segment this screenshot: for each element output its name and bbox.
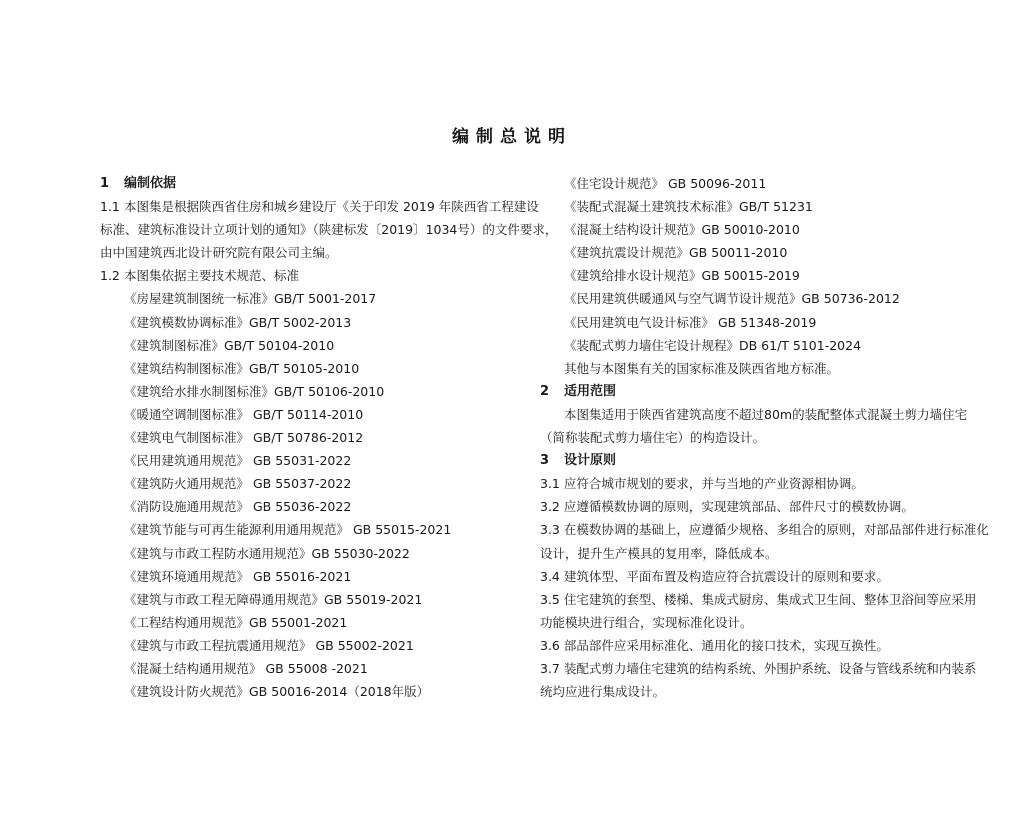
- page-title: 编制总说明: [452, 127, 572, 147]
- para-3-1: 3.1 应符合城市规划的要求，并与当地的产业资源相协调。: [540, 476, 864, 492]
- para-3-3-line-2: 设计，提升生产模具的复用率，降低成本。: [540, 545, 778, 561]
- section-title: 设计原则: [564, 453, 617, 469]
- para-1-2: 1.2 本图集依据主要技术规范、标准: [100, 264, 500, 287]
- standard-item: 《建筑节能与可再生能源利用通用规范》 GB 55015-2021: [124, 522, 452, 538]
- standard-item: 《建筑结构制图标准》GB/T 50105-2010: [124, 360, 360, 376]
- section-number: 2: [540, 383, 550, 399]
- standard-item: 《建筑环境通用规范》 GB 55016-2021: [124, 568, 352, 584]
- para-3-4: 3.4 建筑体型、平面布置及构造应符合抗震设计的原则和要求。: [540, 568, 889, 584]
- standard-item: 《工程结构通用规范》GB 55001-2021: [124, 614, 348, 630]
- standard-item: 《混凝土结构设计规范》GB 50010-2010: [564, 222, 800, 238]
- para-3-7-line-1: 3.7 装配式剪力墙住宅建筑的结构系统、外围护系统、设备与管线系统和内装系: [540, 660, 977, 676]
- para-1-1-line-3: 由中国建筑西北设计研究院有限公司主编。: [100, 245, 338, 261]
- standard-item: 《房屋建筑制图统一标准》GB/T 5001-2017: [124, 291, 377, 307]
- standard-item: 《消防设施通用规范》 GB 55036-2022: [124, 499, 352, 515]
- section-title: 编制依据: [124, 176, 177, 191]
- section-3-heading: [540, 449, 940, 472]
- standard-item: 《建筑电气制图标准》 GB/T 50786-2012: [124, 430, 364, 446]
- para-3-5-line-2: 功能模块进行组合，实现标准化设计。: [540, 614, 753, 630]
- section-number: 3: [540, 453, 550, 469]
- standard-item: 《建筑与市政工程无障碍通用规范》GB 55019-2021: [124, 591, 423, 607]
- para-3-7-line-2: 统均应进行集成设计。: [540, 684, 666, 700]
- standard-item: 《建筑与市政工程抗震通用规范》 GB 55002-2021: [124, 637, 414, 653]
- section-2-heading: [540, 380, 940, 403]
- section-title: 适用范围: [564, 383, 617, 399]
- section-1-heading: [100, 172, 500, 195]
- section-number: 1: [100, 176, 110, 191]
- standard-item: 《装配式剪力墙住宅设计规程》DB 61/T 5101-2024: [564, 337, 862, 353]
- standard-item: 《建筑给排水设计规范》GB 50015-2019: [564, 268, 800, 284]
- para-3-3-line-1: 3.3 在模数协调的基础上，应遵循少规格、多组合的原则，对部品部件进行标准化: [540, 522, 989, 538]
- standard-item: 《民用建筑电气设计标准》 GB 51348-2019: [564, 314, 817, 330]
- standard-item: 《建筑制图标准》GB/T 50104-2010: [124, 337, 335, 353]
- para-3-2: 3.2 应遵循模数协调的原则，实现建筑部品、部件尺寸的模数协调。: [540, 499, 914, 515]
- para-number: 1.2: [100, 268, 120, 284]
- section-2-line-2: （简称装配式剪力墙住宅）的构造设计。: [540, 430, 766, 446]
- standard-item: 《暖通空调制图标准》 GB/T 50114-2010: [124, 406, 364, 422]
- para-3-5-line-1: 3.5 住宅建筑的套型、楼梯、集成式厨房、集成式卫生间、整体卫浴间等应采用: [540, 591, 977, 607]
- left-column: [100, 172, 558, 703]
- para-3-6: 3.6 部品部件应采用标准化、通用化的接口技术，实现互换性。: [540, 637, 889, 653]
- standard-item: 《装配式混凝土建筑技术标准》GB/T 51231: [564, 199, 813, 215]
- standard-item: 《建筑设计防火规范》GB 50016-2014（2018年版）: [124, 684, 430, 700]
- standard-item: 《建筑给水排水制图标准》GB/T 50106-2010: [124, 383, 385, 399]
- para-number: 1.1: [100, 199, 120, 215]
- standard-item: 《建筑与市政工程防水通用规范》GB 55030-2022: [124, 545, 410, 561]
- standard-item: 《民用建筑通用规范》 GB 55031-2022: [124, 453, 352, 469]
- other-standards-note: 其他与本图集有关的国家标准及陕西省地方标准。: [564, 360, 840, 376]
- standard-item: 《民用建筑供暖通风与空气调节设计规范》GB 50736-2012: [564, 291, 900, 307]
- standard-item: 《建筑防火通用规范》 GB 55037-2022: [124, 476, 352, 492]
- standard-item: 《建筑抗震设计规范》GB 50011-2010: [564, 245, 788, 261]
- standard-item: 《混凝土结构通用规范》 GB 55008 -2021: [124, 660, 368, 676]
- right-column: [540, 172, 989, 703]
- para-1-1-line-2: 标准、建筑标准设计立项计划的通知》（陕建标发〔2019〕1034号）的文件要求，: [100, 222, 558, 238]
- standard-item: 《建筑模数协调标准》GB/T 5002-2013: [124, 314, 352, 330]
- para-1-1-line-1: 1.1 本图集是根据陕西省住房和城乡建设厅《关于印发 2019 年陕西省工程建设: [100, 195, 500, 218]
- standard-item: 《住宅设计规范》 GB 50096-2011: [564, 176, 767, 191]
- section-2-line-1: 本图集适用于陕西省建筑高度不超过80m的装配整体式混凝土剪力墙住宅: [564, 406, 968, 422]
